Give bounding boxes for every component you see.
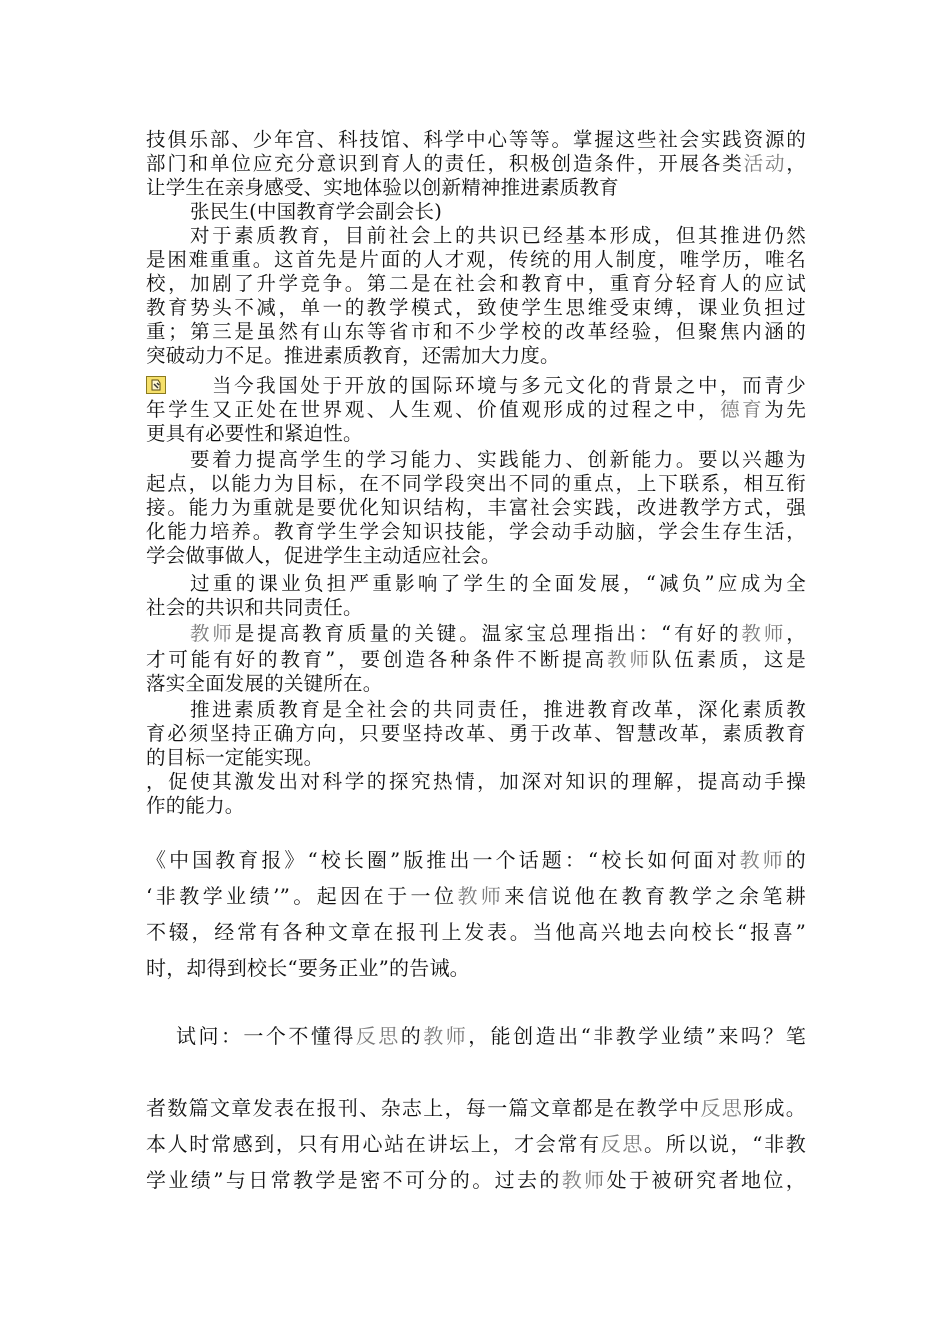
paragraph-line: 重；第三是虽然有山东等省市和不少学校的改革经验，但聚焦内涵的 [146, 320, 806, 343]
text-span: 形成。 [743, 1096, 806, 1120]
paragraph-line: 时，却得到校长“要务正业”的告诫。 [146, 956, 470, 980]
paragraph-line: 突破动力不足。推进素质教育，还需加大力度。 [146, 344, 560, 367]
text-line [146, 152, 806, 176]
text-span: 是提高教育质量的关键。温家宝总理指出：“有好的 [234, 622, 742, 645]
paragraph-line [146, 878, 806, 914]
text-span: 年学生又正处在世界观、人生观、价值观形成的过程之中， [146, 398, 721, 421]
text-line: 让学生在亲身感受、实地体验以创新精神推进素质教育 [146, 176, 619, 199]
paragraph-line: 接。能力为重就是要优化知识结构，丰富社会实践，改进教学方式，强 [146, 496, 806, 519]
keyword-link[interactable]: 教师 [190, 622, 235, 645]
paragraph-line [190, 622, 806, 646]
paragraph-line: 对于素质教育，目前社会上的共识已经基本形成，但其推进仍然 [190, 224, 806, 247]
paragraph-line: 更具有必要性和紧迫性。 [146, 422, 363, 445]
text-span: ， [786, 152, 806, 175]
comment-note-icon[interactable] [146, 376, 166, 394]
paragraph-line: 育必须坚持正确方向，只要坚持改革、勇于改革、智慧改革，素质教育 [146, 722, 806, 745]
keyword-link[interactable]: 活动 [743, 152, 787, 175]
text-span: 部门和单位应充分意识到育人的责任，积极创造条件，开展各类 [146, 152, 744, 175]
text-span: 《中国教育报》“校长圈”版推出一个话题：“校长如何面对 [146, 848, 740, 872]
keyword-link[interactable]: 教师 [423, 1024, 469, 1048]
text-span: 才可能有好的教育”，要创造各种条件不断提高 [146, 648, 608, 671]
paragraph-line [146, 1090, 806, 1126]
paragraph-line: 要着力提高学生的学习能力、实践能力、创新能力。要以兴趣为 [190, 448, 806, 471]
text-span: ， [786, 622, 806, 645]
paragraph-line: 推进素质教育是全社会的共同责任，推进教育改革，深化素质教 [190, 698, 806, 721]
paragraph-line: ，促使其激发出对科学的探究热情，加深对知识的理解，提高动手操 [146, 770, 806, 793]
text-span: 处于被研究者地位， [606, 1168, 806, 1192]
text-span: 来信说他在教育教学之余笔耕 [504, 884, 806, 908]
keyword-link[interactable]: 反思 [355, 1024, 401, 1048]
paragraph-line [146, 842, 806, 878]
keyword-link[interactable]: 教师 [457, 884, 505, 908]
keyword-link[interactable]: 教师 [561, 1168, 607, 1192]
paragraph-line: 不辍，经常有各种文章在报刊上发表。当他高兴地去向校长“报喜” [146, 920, 806, 944]
paragraph-line: 是困难重重。这首先是片面的人才观，传统的用人制度，唯学历，唯名 [146, 248, 806, 271]
keyword-link[interactable]: 反思 [700, 1096, 744, 1120]
text-span: 。所以说，“非教 [644, 1132, 807, 1156]
text-span: 本人时常感到，只有用心站在讲坛上，才会常有 [146, 1132, 601, 1156]
paragraph-line [176, 1018, 806, 1054]
paragraph-line: 的目标一定能实现。 [146, 746, 324, 769]
text-span: 为先 [764, 398, 807, 421]
paragraph-line: 校，加剧了升学竞争。第二是在社会和教育中，重育分轻育人的应试 [146, 272, 806, 295]
speaker-line: 张民生(中国教育学会副会长) [190, 200, 443, 223]
text-span: 者数篇文章发表在报刊、杂志上，每一篇文章都是在教学中 [146, 1096, 701, 1120]
paragraph-line: 当今我国处于开放的国际环境与多元文化的背景之中，而青少 [212, 374, 806, 397]
keyword-link[interactable]: 教师 [739, 848, 786, 872]
keyword-link[interactable]: 教师 [607, 648, 652, 671]
paragraph-line: 学会做事做人，促进学生主动适应社会。 [146, 544, 501, 567]
text-span: ，能创造出“非教学业绩”来吗？笔 [468, 1024, 806, 1048]
text-span: 试问：一个不懂得 [176, 1024, 356, 1048]
paragraph-line [146, 648, 806, 672]
paragraph-line: 过重的课业负担严重影响了学生的全面发展，“减负”应成为全 [190, 572, 806, 595]
paragraph-line: 落实全面发展的关键所在。 [146, 672, 383, 695]
text-span: 学业绩”与日常教学是密不可分的。过去的 [146, 1168, 562, 1192]
text-span: 的 [785, 848, 806, 872]
paragraph-line: 教育势头不减，单一的教学模式，致使学生思维受束缚，课业负担过 [146, 296, 806, 319]
keyword-link[interactable]: 德育 [720, 398, 765, 421]
paragraph-line: 社会的共识和共同责任。 [146, 596, 363, 619]
paragraph-line [146, 1126, 806, 1162]
text-span: 队伍素质，这是 [651, 648, 807, 671]
keyword-link[interactable]: 反思 [600, 1132, 645, 1156]
paragraph-line: 化能力培养。教育学生学会知识技能，学会动手动脑，学会生存生活， [146, 520, 806, 543]
paragraph-line [146, 1162, 806, 1198]
paragraph-line: 起点，以能力为目标，在不同学段突出不同的重点，上下联系，相互衔 [146, 472, 806, 495]
text-span: ‘非教学业绩’”。起因在于一位 [146, 884, 458, 908]
paragraph-line: 作的能力。 [146, 794, 245, 817]
paragraph-line [146, 398, 806, 422]
text-span: 的 [400, 1024, 424, 1048]
keyword-link[interactable]: 教师 [741, 622, 787, 645]
text-line: 技俱乐部、少年宫、科技馆、科学中心等等。掌握这些社会实践资源的 [146, 128, 806, 151]
